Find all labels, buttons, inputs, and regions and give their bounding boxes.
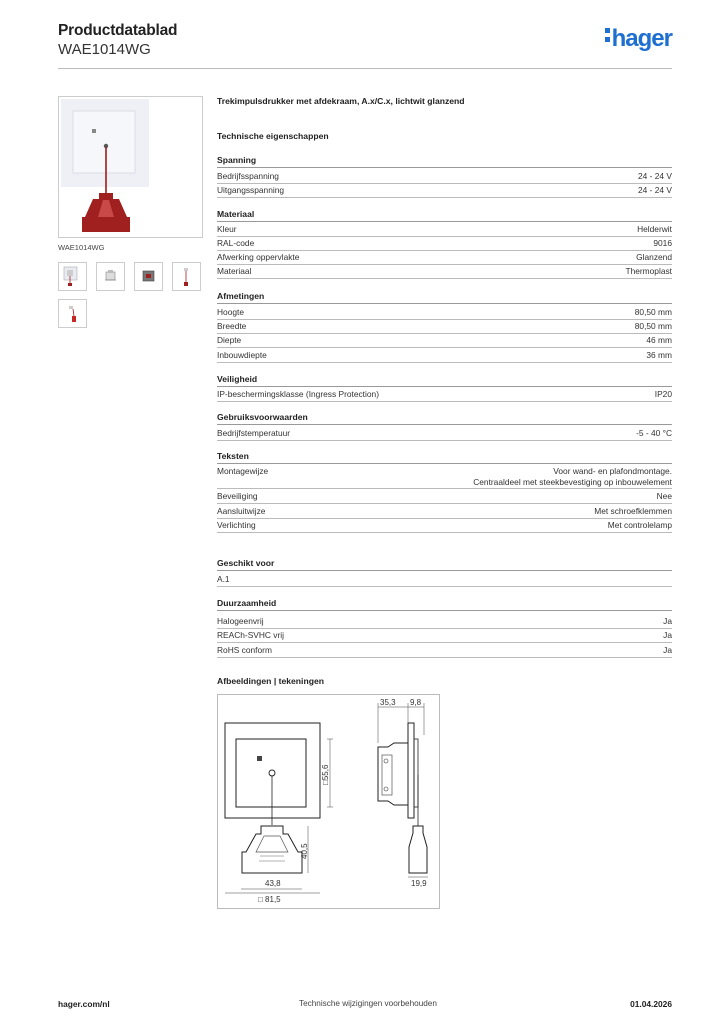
technical-properties-heading: Technische eigenschappen (217, 131, 329, 141)
spec-row (217, 426, 672, 441)
thumbnail-pull[interactable] (58, 299, 87, 328)
spec-key: Inbouwdiepte (217, 350, 267, 360)
spec-value: Ja (663, 645, 672, 655)
spec-value: Glanzend (636, 252, 672, 262)
section-title-teksten: Teksten (217, 451, 672, 464)
thumbnail-back-icon (135, 263, 162, 290)
spec-key: REACh-SVHC vrij (217, 630, 285, 640)
dim-label: 19,9 (411, 879, 427, 888)
spec-row (217, 614, 672, 629)
section-title-spanning: Spanning (217, 155, 672, 168)
spec-row (217, 387, 672, 402)
thumbnail-cord-icon (173, 263, 200, 290)
section-title-duurzaamheid: Duurzaamheid (217, 598, 672, 611)
spec-row (217, 489, 672, 504)
hager-logo (605, 25, 672, 53)
spec-key: RAL-code (217, 238, 255, 248)
spec-value: 36 mm (646, 350, 672, 360)
footer-website[interactable]: hager.com/nl (58, 999, 110, 1009)
spec-value: Helderwit (637, 224, 672, 234)
spec-value: 9016 (653, 238, 672, 248)
spec-key: Hoogte (217, 307, 245, 317)
spec-key: RoHS conform (217, 645, 272, 655)
spec-value: 46 mm (646, 335, 672, 345)
spec-row (217, 169, 672, 184)
spec-key: Bedrijfsspanning (217, 171, 279, 181)
spec-row (217, 319, 672, 334)
spec-row (217, 464, 672, 489)
spec-value-line: Voor wand- en plafondmontage. (553, 466, 672, 476)
spec-value: 80,50 mm (634, 307, 672, 317)
product-description: Trekimpulsdrukker met afdekraam, A.x/C.x, lichtwit glanzend (217, 96, 465, 106)
spec-row (217, 504, 672, 519)
dim-label: 40,5 (300, 843, 309, 859)
main-product-image[interactable] (58, 96, 203, 238)
spec-value: 80,50 mm (634, 321, 672, 331)
thumbnail-cord[interactable] (172, 262, 201, 291)
dim-label: □ 81,5 (258, 895, 281, 904)
spec-row (217, 643, 672, 658)
spec-value: Thermoplast (625, 266, 672, 276)
spec-key: Breedte (217, 321, 247, 331)
logo-dots-icon (605, 28, 611, 44)
spec-row (217, 183, 672, 198)
thumbnail-front[interactable] (58, 262, 87, 291)
section-title-afmetingen: Afmetingen (217, 291, 672, 304)
spec-value: IP20 (654, 389, 672, 399)
dimension-drawing-icon (218, 695, 439, 908)
spec-row (217, 305, 672, 320)
spec-key: Montagewijze (217, 466, 269, 476)
spec-value-line: Centraaldeel met steekbevestiging op inbouwelement (473, 477, 672, 487)
spec-key: Verlichting (217, 520, 256, 530)
spec-key: Diepte (217, 335, 242, 345)
spec-value (473, 466, 672, 488)
spec-key: Bedrijfstemperatuur (217, 428, 291, 438)
section-title-veiligheid: Veiligheid (217, 374, 672, 387)
dim-label: 9,8 (410, 698, 422, 707)
product-code: WAE1014WG (58, 41, 151, 58)
dim-label: 43,8 (265, 879, 281, 888)
dim-label: □55,6 (321, 764, 330, 785)
footer-disclaimer: Technische wijzigingen voorbehouden (299, 999, 437, 1008)
section-title-afbeeldingen: Afbeeldingen | tekeningen (217, 676, 324, 686)
spec-key: IP-beschermingsklasse (Ingress Protection) (217, 389, 379, 399)
technical-drawing[interactable] (217, 694, 440, 909)
spec-key: Halogeenvrij (217, 616, 264, 626)
spec-value: 24 - 24 V (638, 171, 672, 181)
spec-value: 24 - 24 V (638, 185, 672, 195)
spec-key: Materiaal (217, 266, 252, 276)
spec-row (217, 348, 672, 363)
spec-row (217, 572, 672, 587)
image-caption: WAE1014WG (58, 243, 105, 252)
document-title: Productdatablad (58, 22, 178, 39)
spec-value: Met controlelamp (607, 520, 672, 530)
spec-value: -5 - 40 °C (636, 428, 672, 438)
page-header (58, 20, 672, 70)
header-divider (58, 68, 672, 69)
spec-key: Beveiliging (217, 491, 258, 501)
product-photo-icon (59, 97, 202, 237)
spec-key: Aansluitwijze (217, 506, 266, 516)
thumbnail-back[interactable] (134, 262, 163, 291)
thumbnail-insert[interactable] (96, 262, 125, 291)
spec-value: Met schroefklemmen (594, 506, 672, 516)
logo-text: hager (611, 25, 672, 52)
spec-row (217, 264, 672, 279)
thumbnail-front-icon (59, 263, 86, 290)
spec-row (217, 628, 672, 643)
section-title-materiaal: Materiaal (217, 209, 672, 222)
spec-row (217, 236, 672, 251)
spec-row (217, 222, 672, 237)
spec-key: Uitgangsspanning (217, 185, 285, 195)
spec-row (217, 333, 672, 348)
spec-value: Ja (663, 630, 672, 640)
spec-row (217, 518, 672, 533)
spec-key: Kleur (217, 224, 237, 234)
spec-value: Nee (656, 491, 672, 501)
thumbnail-pull-icon (59, 300, 86, 327)
section-title-gebruiksvoorwaarden: Gebruiksvoorwaarden (217, 412, 672, 425)
spec-key: A.1 (217, 574, 230, 584)
spec-row (217, 250, 672, 265)
section-title-geschikt-voor: Geschikt voor (217, 558, 672, 571)
spec-value: Ja (663, 616, 672, 626)
thumbnail-insert-icon (97, 263, 124, 290)
footer-date: 01.04.2026 (630, 999, 672, 1009)
spec-key: Afwerking oppervlakte (217, 252, 300, 262)
dim-label: 35,3 (380, 698, 396, 707)
